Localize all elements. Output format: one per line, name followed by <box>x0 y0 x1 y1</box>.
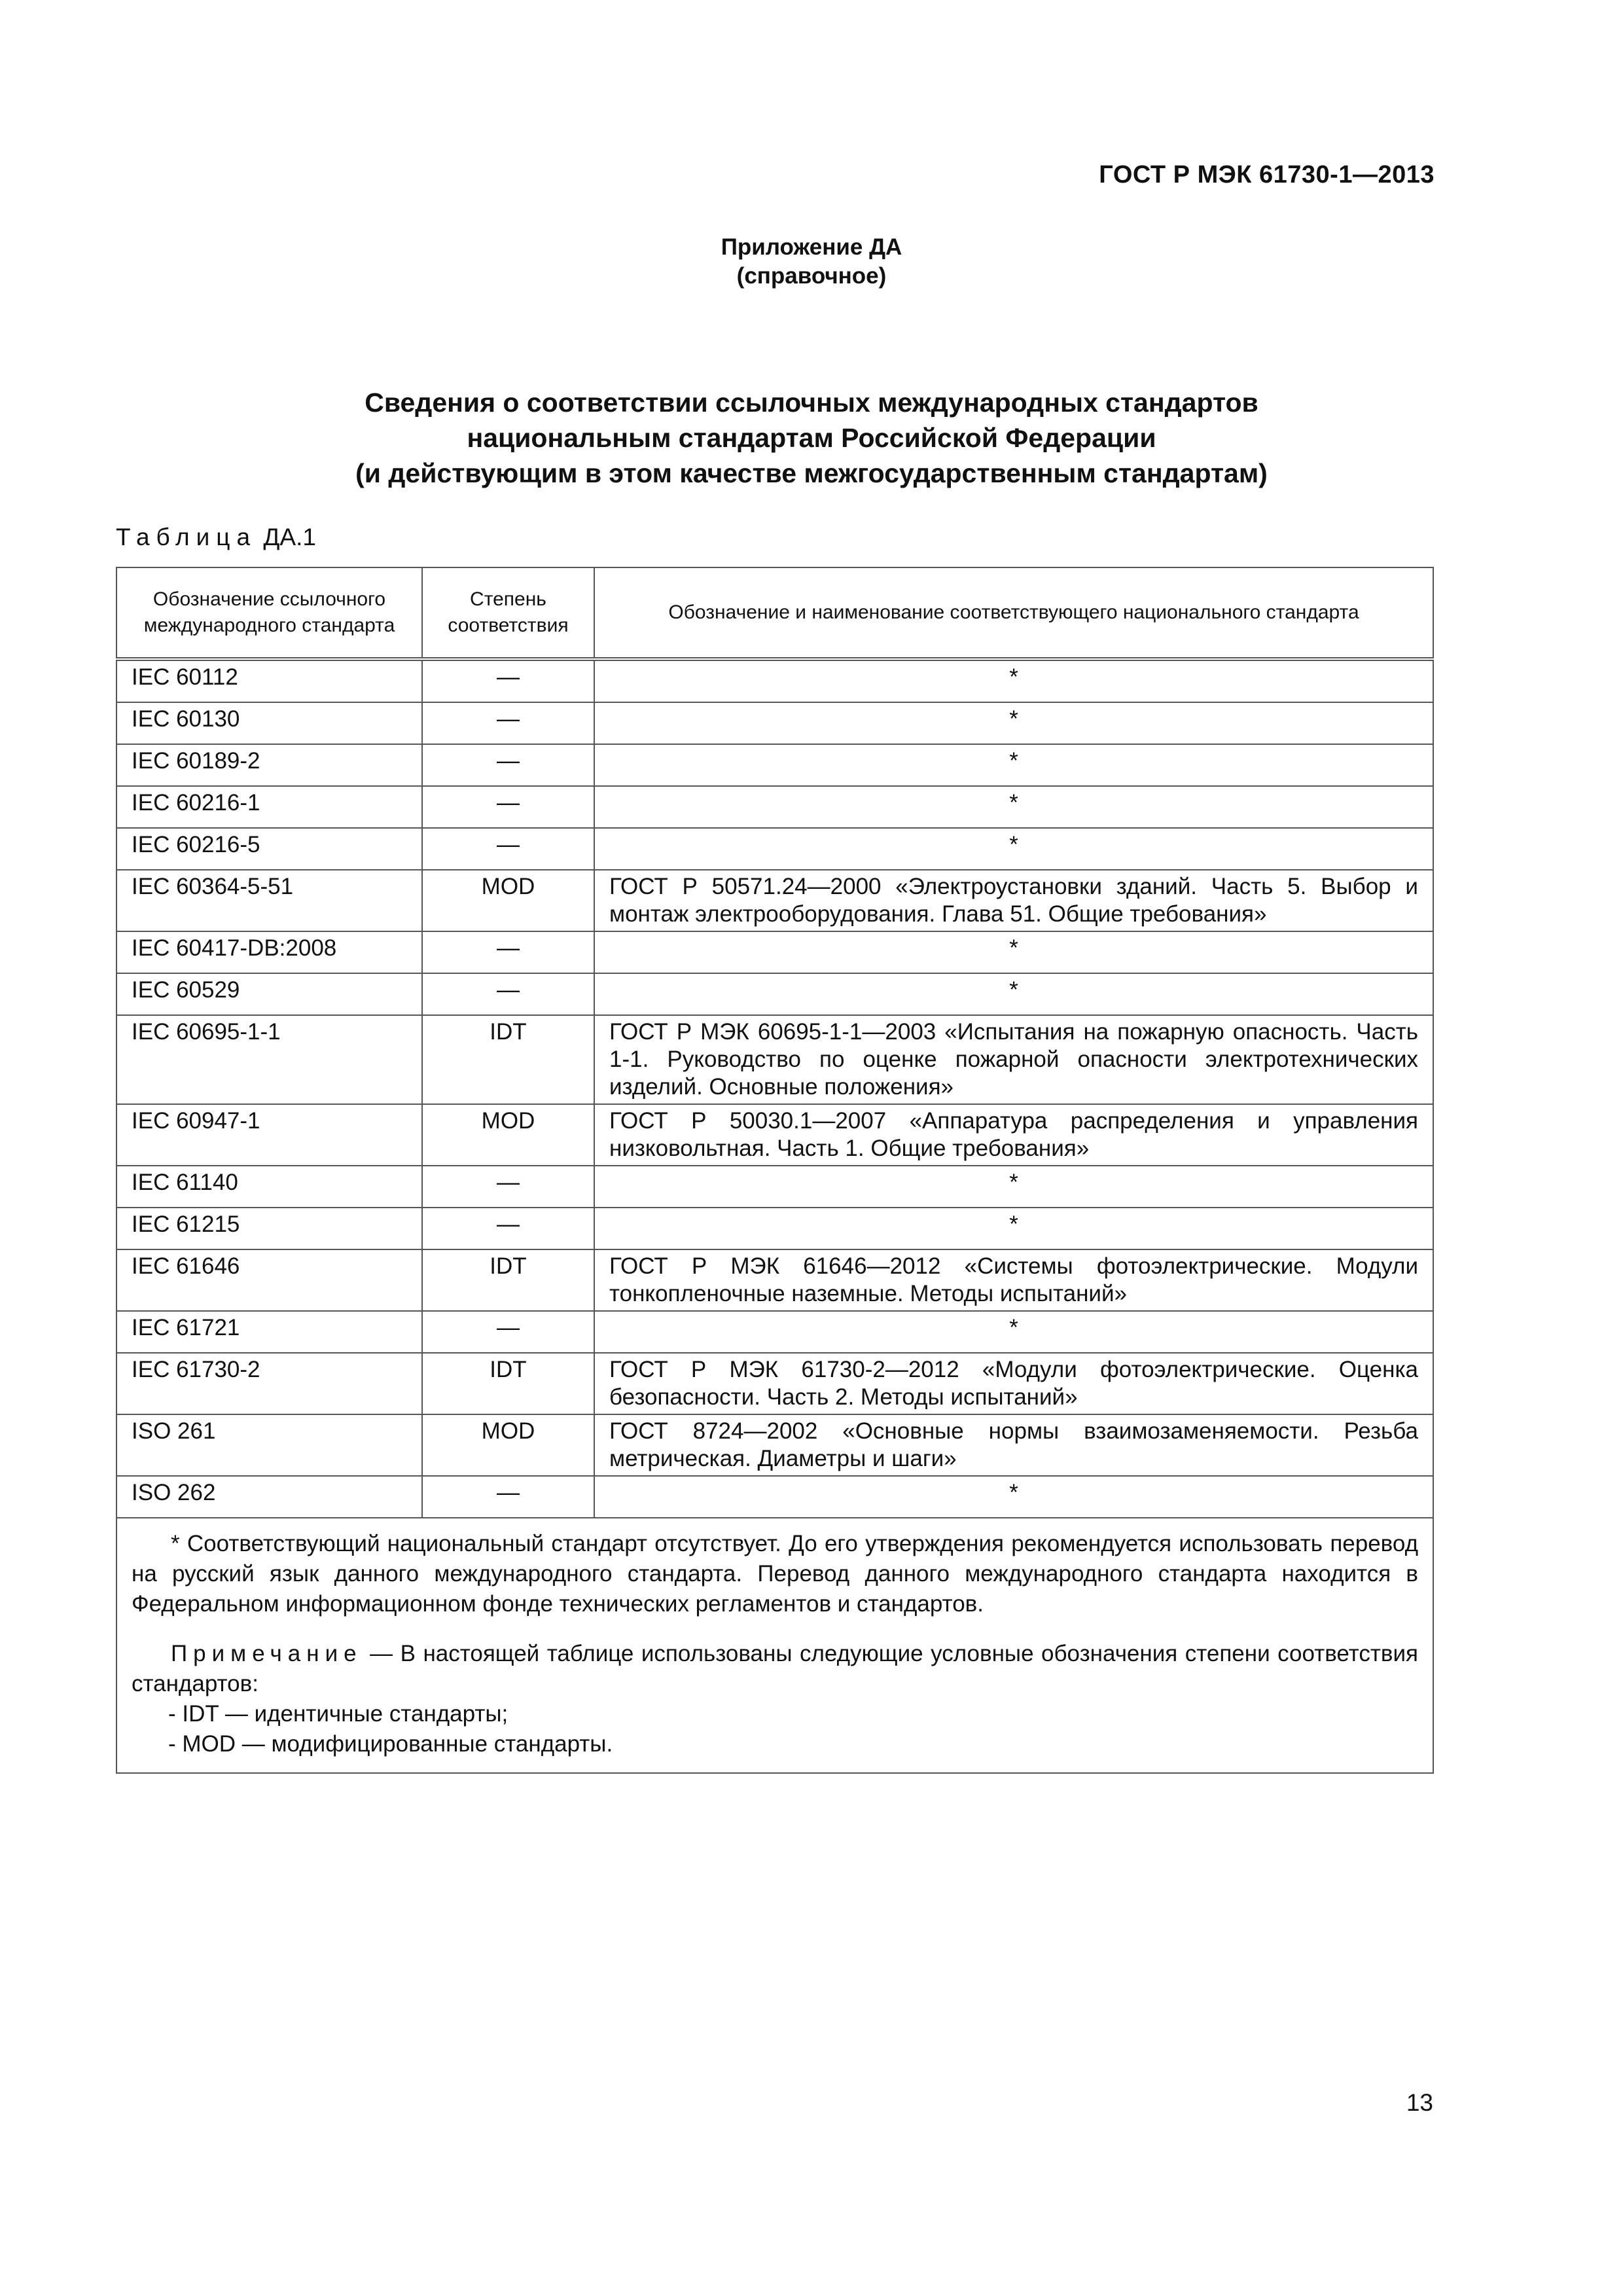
cell-reference-code: IEC 60112 <box>116 659 422 702</box>
cell-reference-code: IEC 60189-2 <box>116 744 422 786</box>
table-row <box>116 659 1433 702</box>
cell-degree: — <box>422 702 594 744</box>
page-number: 13 <box>1406 2089 1433 2116</box>
cell-national-standard: ГОСТ Р МЭК 60695-1-1—2003 «Испытания на пожарную опасность. Часть 1-1. Руководство по оценке пожарной опасности электротехнических изделий. Основные положения» <box>594 1015 1433 1104</box>
table-row <box>116 1311 1433 1353</box>
cell-reference-code: IEC 61721 <box>116 1311 422 1353</box>
cell-national-standard: * <box>594 1166 1433 1208</box>
cell-degree: — <box>422 931 594 973</box>
table-row <box>116 1414 1433 1476</box>
table-row <box>116 1208 1433 1249</box>
cell-reference-code: IEC 61646 <box>116 1249 422 1311</box>
cell-degree: IDT <box>422 1353 594 1414</box>
cell-degree: — <box>422 1476 594 1518</box>
table-row <box>116 1353 1433 1414</box>
cell-national-standard: ГОСТ Р МЭК 61730-2—2012 «Модули фотоэлектрические. Оценка безопасности. Часть 2. Методы испытаний» <box>594 1353 1433 1414</box>
cell-national-standard: ГОСТ 8724—2002 «Основные нормы взаимозаменяемости. Резьба метрическая. Диаметры и шаги» <box>594 1414 1433 1476</box>
table-row <box>116 1166 1433 1208</box>
cell-degree: MOD <box>422 1104 594 1166</box>
cell-reference-code: IEC 60216-5 <box>116 828 422 870</box>
heading-line-3: (и действующим в этом качестве межгосударственным стандартам) <box>355 458 1268 488</box>
document-code-header: ГОСТ Р МЭК 61730-1—2013 <box>1099 161 1435 188</box>
correspondence-table <box>116 567 1434 1774</box>
cell-degree: — <box>422 973 594 1015</box>
cell-national-standard: ГОСТ Р МЭК 61646—2012 «Системы фотоэлектрические. Модули тонкопленочные наземные. Методы испытаний» <box>594 1249 1433 1311</box>
header-national-standard: Обозначение и наименование соответствующего национального стандарта <box>594 567 1433 659</box>
note-item-idt: - IDT — идентичные стандарты; <box>168 1701 508 1727</box>
table-row <box>116 1249 1433 1311</box>
cell-national-standard: * <box>594 786 1433 828</box>
cell-national-standard: ГОСТ Р 50030.1—2007 «Аппаратура распределения и управления низковольтная. Часть 1. Общие требования» <box>594 1104 1433 1166</box>
table-row <box>116 828 1433 870</box>
cell-reference-code: IEC 61215 <box>116 1208 422 1249</box>
cell-reference-code: ISO 261 <box>116 1414 422 1476</box>
cell-national-standard: * <box>594 702 1433 744</box>
cell-reference-code: IEC 60364-5-51 <box>116 870 422 931</box>
header-degree: Степень соответствия <box>422 567 594 659</box>
cell-reference-code: IEC 61140 <box>116 1166 422 1208</box>
cell-degree: IDT <box>422 1015 594 1104</box>
cell-national-standard: * <box>594 973 1433 1015</box>
table-row <box>116 786 1433 828</box>
cell-national-standard: ГОСТ Р 50571.24—2000 «Электроустановки зданий. Часть 5. Выбор и монтаж электрооборудования. Глава 51. Общие требования» <box>594 870 1433 931</box>
heading-line-1: Сведения о соответствии ссылочных международных стандартов <box>365 387 1258 418</box>
cell-degree: — <box>422 659 594 702</box>
table-caption-word: Таблица <box>116 524 257 550</box>
table-caption-number: ДА.1 <box>263 524 316 550</box>
footnote-text: * Соответствующий национальный стандарт отсутствует. До его утверждения рекомендуется использовать перевод на русский язык данного международного стандарта. Перевод данного международного стандарта находится в Федеральном информационном фонде технических регламентов и стандартов. <box>132 1531 1418 1617</box>
cell-degree: — <box>422 1208 594 1249</box>
cell-national-standard: * <box>594 659 1433 702</box>
cell-degree: — <box>422 828 594 870</box>
note-item-mod: - MOD — модифицированные стандарты. <box>168 1731 613 1757</box>
table-row <box>116 870 1433 931</box>
cell-degree: IDT <box>422 1249 594 1311</box>
table-header-row <box>116 567 1433 659</box>
cell-reference-code: IEC 60417-DB:2008 <box>116 931 422 973</box>
cell-degree: MOD <box>422 1414 594 1476</box>
table-row <box>116 973 1433 1015</box>
cell-degree: MOD <box>422 870 594 931</box>
cell-reference-code: IEC 60529 <box>116 973 422 1015</box>
table-footnote-cell <box>116 1518 1433 1773</box>
table-row <box>116 931 1433 973</box>
note-text: — В настоящей таблице использованы следующие условные обозначения степени соответствия стандартов: <box>132 1641 1418 1696</box>
table-row <box>116 744 1433 786</box>
note-paragraph <box>132 1639 1418 1699</box>
cell-degree: — <box>422 786 594 828</box>
cell-national-standard: * <box>594 1311 1433 1353</box>
table-row <box>116 702 1433 744</box>
cell-national-standard: * <box>594 1208 1433 1249</box>
table-row <box>116 1104 1433 1166</box>
cell-reference-code: ISO 262 <box>116 1476 422 1518</box>
cell-national-standard: * <box>594 744 1433 786</box>
table-caption <box>116 524 316 551</box>
section-heading <box>0 385 1623 491</box>
note-label: Примечание <box>171 1641 363 1666</box>
table-row <box>116 1015 1433 1104</box>
annex-subtitle: (справочное) <box>736 263 887 289</box>
header-reference-standard: Обозначение ссылочного международного стандарта <box>116 567 422 659</box>
table-footer-row <box>116 1518 1433 1773</box>
table-row <box>116 1476 1433 1518</box>
cell-degree: — <box>422 1311 594 1353</box>
cell-national-standard: * <box>594 931 1433 973</box>
cell-reference-code: IEC 61730-2 <box>116 1353 422 1414</box>
cell-reference-code: IEC 60947-1 <box>116 1104 422 1166</box>
cell-degree: — <box>422 744 594 786</box>
annex-title: Приложение ДА <box>721 234 902 260</box>
cell-reference-code: IEC 60695-1-1 <box>116 1015 422 1104</box>
table-body <box>116 659 1433 1518</box>
cell-national-standard: * <box>594 1476 1433 1518</box>
annex-label <box>0 233 1623 291</box>
cell-degree: — <box>422 1166 594 1208</box>
cell-national-standard: * <box>594 828 1433 870</box>
heading-line-2: национальным стандартам Российской Федерации <box>467 423 1156 453</box>
cell-reference-code: IEC 60216-1 <box>116 786 422 828</box>
cell-reference-code: IEC 60130 <box>116 702 422 744</box>
